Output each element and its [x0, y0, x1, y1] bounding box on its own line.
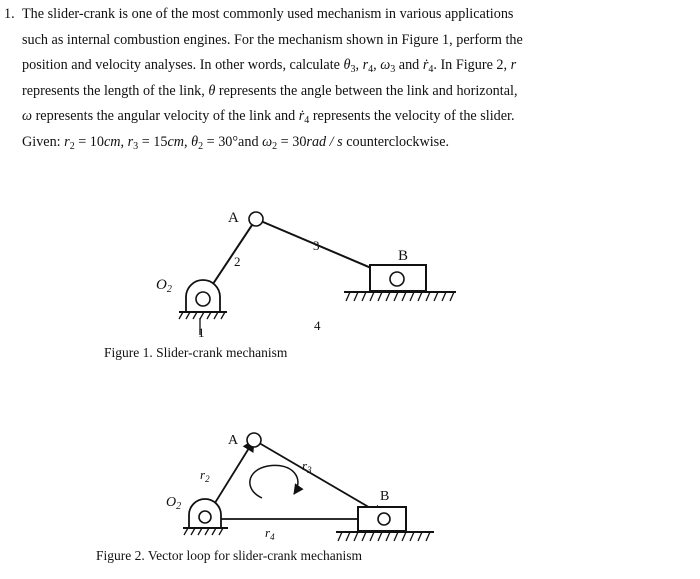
- problem-text: represents the length of the link,: [22, 82, 209, 99]
- problem-text: ,: [355, 57, 363, 74]
- figure-2-labels: [96, 433, 389, 563]
- figure-2: [183, 433, 434, 541]
- symbol-r: r: [127, 133, 134, 150]
- vector-label-r3: [302, 458, 312, 475]
- label-o2: [166, 495, 181, 512]
- symbol-r: r: [510, 57, 517, 74]
- symbol-r: r: [64, 133, 70, 150]
- link-label-4: 4: [314, 318, 321, 333]
- unit: cm: [104, 133, 121, 150]
- symbol-omega: ω: [380, 57, 391, 74]
- slider-block-b-icon: [370, 265, 426, 291]
- problem-text: and: [395, 57, 423, 74]
- symbol-r-dot: ṙ: [422, 57, 429, 74]
- subscript: 4: [428, 64, 434, 76]
- subscript: 3: [307, 465, 312, 475]
- link-label-3: 3: [313, 238, 320, 253]
- subscript: 2: [205, 474, 210, 484]
- subscript: 3: [390, 64, 396, 76]
- problem-text: . In Figure 2,: [433, 57, 511, 74]
- given-value: = 10: [74, 133, 104, 150]
- symbol-theta: θ: [191, 133, 199, 150]
- vector-r3-text: r: [302, 458, 308, 473]
- question-number: 1.: [4, 6, 15, 22]
- problem-text: represents the angular velocity of the link and: [32, 108, 299, 125]
- symbol-r-dot: ṙ: [298, 108, 305, 125]
- vector-label-r2: [200, 467, 210, 484]
- given-value: = 30°and: [203, 133, 263, 150]
- label-b: B: [398, 248, 409, 264]
- label-o2: [156, 277, 172, 295]
- problem-text: ,: [184, 133, 192, 150]
- symbol-theta: θ: [343, 57, 351, 74]
- subscript: 2: [166, 284, 172, 295]
- problem-text: ,: [373, 57, 381, 74]
- ground-pivot-o2-icon: [183, 499, 228, 535]
- label-o2-text: O: [156, 277, 167, 293]
- link-label-2: 2: [234, 254, 241, 269]
- joint-a-icon: [247, 433, 261, 447]
- unit: rad / s: [306, 133, 343, 150]
- problem-text: such as internal combustion engines. For the mechanism shown in Figure 1, perform the: [22, 31, 523, 48]
- ground-rail-icon: [336, 532, 434, 541]
- given-value: = 30: [277, 133, 307, 150]
- problem-text: position and velocity analyses. In other words, calculate: [22, 57, 344, 74]
- joint-a-icon: [249, 212, 263, 226]
- subscript: 4: [368, 64, 374, 76]
- subscript: 2: [69, 140, 75, 152]
- vector-r4-text: r: [265, 525, 271, 540]
- subscript: 2: [272, 140, 278, 152]
- label-b: B: [380, 489, 390, 504]
- figure-1: [179, 212, 456, 335]
- unit: cm: [167, 133, 185, 150]
- subscript: 3: [133, 140, 139, 152]
- ground-pivot-o2-icon: [179, 280, 227, 319]
- subscript: 4: [270, 532, 275, 542]
- subscript: 3: [350, 64, 356, 76]
- label-a: A: [228, 433, 239, 448]
- loop-direction-arrow: [250, 465, 298, 498]
- symbol-theta: θ: [208, 82, 216, 99]
- slider-block-b-icon: [358, 507, 406, 531]
- subscript: 2: [198, 140, 204, 152]
- figure-1-caption: Figure 1. Slider-crank mechanism: [104, 345, 288, 360]
- label-o2-text: O: [166, 495, 177, 510]
- given-label: Given:: [22, 133, 65, 150]
- ground-rail-icon: [344, 292, 456, 301]
- figure-2-caption: Figure 2. Vector loop for slider-crank mechanism: [96, 548, 363, 563]
- symbol-omega: ω: [262, 133, 273, 150]
- label-a: A: [228, 210, 239, 226]
- vector-label-r4: [265, 525, 275, 542]
- vector-r2-text: r: [200, 467, 206, 482]
- subscript: 4: [304, 115, 310, 127]
- link-label-1: 1: [198, 325, 205, 340]
- figure-1-labels: [104, 210, 408, 360]
- vector-r3-arrow: [254, 440, 384, 516]
- symbol-omega: ω: [22, 108, 33, 125]
- problem-text: The slider-crank is one of the most commonly used mechanism in various applications: [22, 6, 514, 22]
- problem-text: ,: [120, 133, 128, 150]
- problem-text: represents the angle between the link and horizontal,: [215, 82, 518, 99]
- given-value: = 15: [138, 133, 168, 150]
- problem-text: counterclockwise.: [342, 133, 450, 150]
- subscript: 2: [176, 501, 182, 512]
- problem-text: represents the velocity of the slider.: [309, 108, 515, 125]
- symbol-r: r: [362, 57, 369, 74]
